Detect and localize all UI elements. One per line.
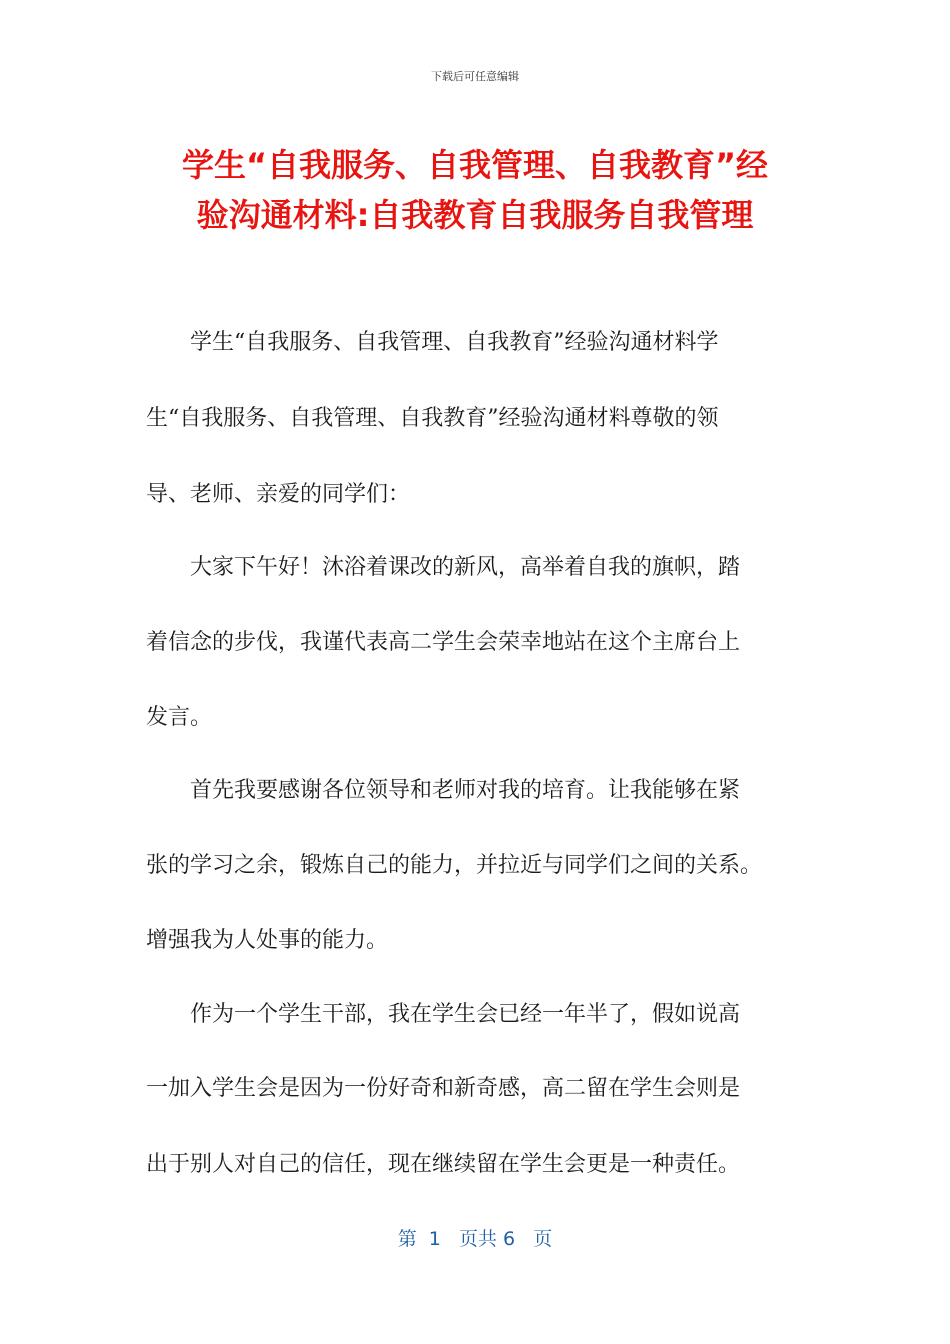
body-line: 生“自我服务、自我管理、自我教育”经验沟通材料尊敬的领 [146, 406, 719, 431]
body-line: 首先我要感谢各位领导和老师对我的培育。让我能够在紧 [146, 778, 741, 803]
body-line: 增强我为人处事的能力。 [146, 928, 389, 953]
body-line: 导、老师、亲爱的同学们： [146, 482, 411, 507]
title-line-2: 验沟通材料:自我教育自我服务自我管理 [196, 196, 754, 234]
body-line: 学生“自我服务、自我管理、自我教育”经验沟通材料学 [146, 330, 719, 355]
title-line-1: 学生“自我服务、自我管理、自我教育”经 [181, 146, 769, 184]
page-number-footer: 第 1 页共 6 页 [397, 1228, 553, 1250]
body-line: 一加入学生会是因为一份好奇和新奇感，高二留在学生会则是 [146, 1076, 741, 1101]
body-line: 着信念的步伐，我谨代表高二学生会荣幸地站在这个主席台上 [146, 630, 741, 655]
header-note: 下载后可任意编辑 [431, 70, 519, 83]
body-line: 出于别人对自己的信任，现在继续留在学生会更是一种责任。 [146, 1152, 741, 1177]
body-line: 张的学习之余，锻炼自己的能力，并拉近与同学们之间的关系。 [146, 853, 763, 878]
body-line: 大家下午好！沐浴着课改的新风，高举着自我的旗帜，踏 [146, 555, 741, 580]
body-line: 发言。 [146, 705, 213, 730]
body-line: 作为一个学生干部，我在学生会已经一年半了，假如说高 [146, 1002, 741, 1027]
document-title [140, 140, 810, 240]
